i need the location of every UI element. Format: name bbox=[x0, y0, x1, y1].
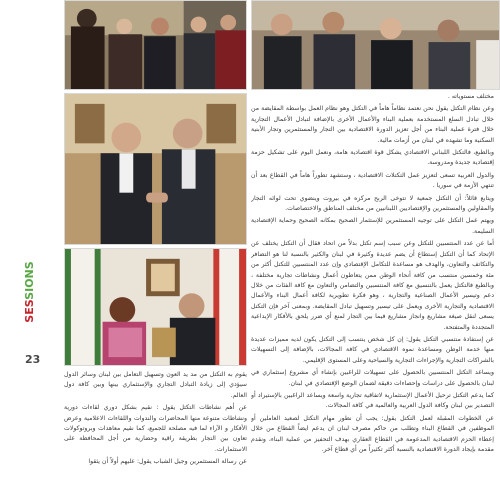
article-column-left bbox=[64, 370, 247, 500]
article-paragraph: ويهتم عمل التكتل على توجيه المستثمرين للإستثمار الصحيح بمكانه الصحيح وحماية الإقتصادية السليمة. bbox=[251, 217, 494, 235]
article-paragraph: عن أهم نشاطات التكتل يقول : نقيم بشكل دوري لقاءات دورية ونشاطات متنوعة منها المحاضرات والندوات واللقاءات الاعلامية وعرض الأفكار و الآراء لما فيه مصلحة للجميع، كما نقيم معاهدات وبروتوكولات تعاون بين التجار بطريقة راقية وحضارية من أجل المحافظة على الاستثمارات. bbox=[64, 404, 247, 453]
article-paragraph: مختلف مستوياته . bbox=[447, 93, 494, 100]
magazine-logo bbox=[14, 262, 44, 322]
article-paragraph: ويتابع قائلاً: أن التكتل جمعية لا تتوخى الربح مركزه في بيروت وينضوي تحت لوائه التجار والمقاولين والمستثمرين والإقتصاديين اللبنانيين من مختلف المناطق والاختصاصات. bbox=[251, 194, 494, 213]
article-paragraph: يقوم به التكتل من مد يد العون وتسهيل التعامل بين لبنان وسائر الدول سيؤدي إلى زيادة التبادل التجاري والإستثماري بينها وبين كافة دول العالم. bbox=[64, 371, 247, 399]
article-paragraph: ويساعد التكتل المنتسبين بالحصول على تسهيلات للراغبين بإنشاء أي مشروع إستثماري في لبنان بالحصول على دراسات وإحصاءات دقيقة لضمان الوضع الإقتصادي في لبنان. bbox=[251, 369, 494, 387]
handshake-photo bbox=[64, 93, 247, 245]
svg-text:SESSIONS: SESSIONS bbox=[23, 262, 36, 322]
article-paragraph: عن الخطوات المقبلة لعمل التكتل يقول: يجب أن نطور مهام التكتل لصعيد العاملين أو الموظفين في القطاع البناء وتطلب من حاكم مصرف لبنان ان يدعم ايضاً القطاع من خلال إعطاء الحزم الاقتصادية المدعومة في القطاع العقاري بهدف التحفيز من عملية البناء، ونقدم مقدمة بإيجاد الدورة الاقتصادية بالنسبة أكثر تكثيراً من أي قطاع آخر. bbox=[251, 414, 494, 453]
article-paragraph: عن إستفادة منتسبي التكتل يقول: إن كل شخص ينتسب إلى التكتل يكون لديه مميزات عديدة منها خدمة الوطن ومساعدة نموه الاقتصادي في كافة المجالات، بالإضافة إلى التسهيلات بالشراكات التجارية والإجراءات التجارية والسياحية وعلى المستوى الإقليمي. bbox=[251, 335, 494, 364]
article-paragraph: وعن نظام التكتل يقول نحن نعتمد نظاماً هاماً في التكتل وهو نظام العمل بواسطة المقايضة من خلال تبادل السلع المستخدمة بعملية البناء والأعمال الأخرى بالإضافة لتبادل الأعمال التجارية خلال فترة عملية البناء من أجل تعزيز الدورة الاقتصادية بين التجار والمستثمرين وتجار الأبنية السكنية وما تشهده في لبنان من أزمات مالية. bbox=[251, 105, 494, 144]
article-column-right bbox=[251, 92, 494, 500]
ceremony-clergy-photo bbox=[64, 0, 247, 90]
article-paragraph: والدول العربية تسعى لتعزيز عمل التكتلات الاقتصادية ، وستشهد تطوراً هاماً في القطاع بعد أن تنتهي الأزمة في سوريا . bbox=[251, 171, 494, 190]
award-presentation-photo bbox=[64, 248, 247, 366]
group-meeting-photo bbox=[251, 0, 500, 90]
article-paragraph: أما عن عدد المنتسبين للتكتل وعن سبب إسم تكتل بدلاً من اتحاد فقال أن التكتل يختلف عن الإتحاد كما أن التكتل إستطاع أن يضم عديدة وكثيرة في لبنان والكثير بالنسبة لنا هو التضافر والتكاتف والتعاون، والهدف هو مساعدة للتكامل الإقتصادي وإن عدد المنتسبين للتكتل أكثر من مئة وخمسين منتسب من كافة أنحاء الوطن ممن يتعاطون أعمال ونشاطات تجارية مختلفة ، وبالطبع فالتكتل يعمل بالتنسيق مع كافة المنتسبين والتضامن والتعاون مع كافة الفئات من خلال دعم وتيسير الأعمال الصناعية والتجارية ، وهو فكرة تطويرية لكافة أعمال البناء والأعمال الاقتصادية والتجارية الأخرى ويعمل على تيسير وتسهيل تبادل المقايضة. وبمعنى آخر فإن التكتل يسعى لنقل صيغة مشاريع وانجاز مشاريع فيما بين التجار لمنع أي ضرر يلحق بالأفكار الإبداعية المتجددة والمتفتحة. bbox=[251, 240, 494, 331]
article-paragraph: وبالطبع، فالتكتل اللبناني الاقتصادي يشكل قوة اقتصادية هامة، ونعمل اليوم على تشكيل حزمة إقتصادية جديدة ومدروسة. bbox=[251, 149, 494, 167]
article-paragraph: عن رسالة المستثمرين وجيل الشباب يقول: عليهم أولاً أن يثقوا bbox=[88, 458, 247, 466]
page-number: 23 bbox=[25, 353, 41, 366]
article-paragraph: كما يدعم التكتل ترحيل الأعمال الإستثمارية لاتفاقية تجارية واسعة ويساعد الراغبين بالإستيراد أو التصدير بين لبنان وكافة الدول العربية والعالمية في كافة المجالات. bbox=[251, 391, 494, 410]
